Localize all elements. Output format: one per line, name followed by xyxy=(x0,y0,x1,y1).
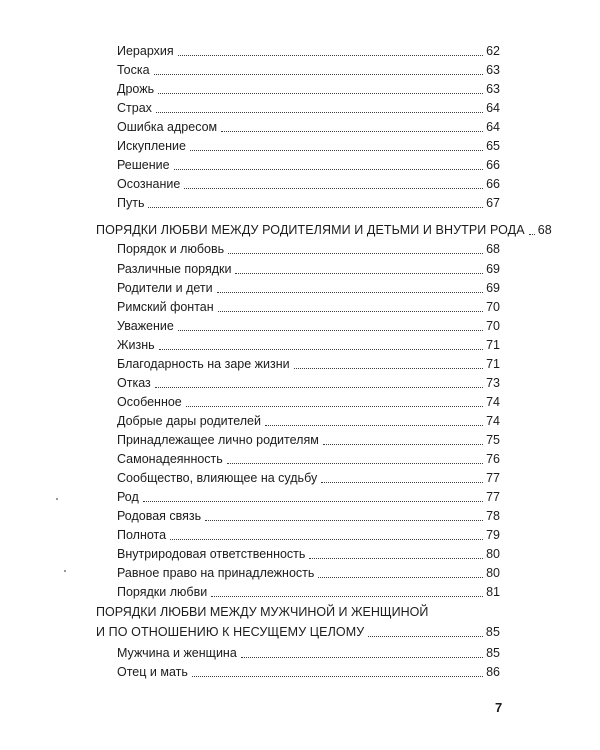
toc-entry xyxy=(117,44,500,59)
dot-leader xyxy=(529,234,535,235)
toc-entry xyxy=(117,338,500,353)
toc-entry-page: 70 xyxy=(486,300,500,314)
dot-leader xyxy=(228,253,483,254)
toc-entry-page: 80 xyxy=(486,566,500,580)
toc-entry-title: Родители и дети xyxy=(117,281,213,295)
dot-leader xyxy=(158,93,483,94)
toc-entry-page: 69 xyxy=(486,262,500,276)
toc-entry xyxy=(117,242,500,257)
toc-entry xyxy=(117,414,500,429)
toc-entry-title: Искупление xyxy=(117,139,186,153)
section-heading xyxy=(96,625,500,640)
dot-leader xyxy=(148,207,483,208)
dot-leader xyxy=(184,188,483,189)
toc-entry-page: 62 xyxy=(486,44,500,58)
toc-entry xyxy=(117,547,500,562)
dot-leader xyxy=(211,596,483,597)
toc-entry xyxy=(117,158,500,173)
toc-entry-title: Принадлежащее лично родителям xyxy=(117,433,319,447)
dot-leader xyxy=(318,577,483,578)
toc-entry-title: Осознание xyxy=(117,177,181,191)
page-number: 7 xyxy=(495,700,503,715)
toc-entry-page: 68 xyxy=(486,242,500,256)
dot-leader xyxy=(178,55,483,56)
toc-entry-page: 85 xyxy=(486,646,500,660)
toc-entry-page: 74 xyxy=(486,414,500,428)
dot-leader xyxy=(159,349,483,350)
toc-entry-title: Тоска xyxy=(117,63,150,77)
toc-entry-title: Порядок и любовь xyxy=(117,242,225,256)
toc-entry xyxy=(117,177,500,192)
toc-entry-title: Путь xyxy=(117,196,145,210)
toc-entry-page: 71 xyxy=(486,357,500,371)
dot-leader xyxy=(217,292,483,293)
dot-leader xyxy=(294,368,483,369)
toc-entry xyxy=(117,585,500,600)
toc-entry xyxy=(117,300,500,315)
toc-entry-page: 64 xyxy=(486,120,500,134)
toc-entry xyxy=(117,395,500,410)
toc-entry xyxy=(117,101,500,116)
dot-leader xyxy=(205,520,483,521)
toc-entry-title: Благодарность на заре жизни xyxy=(117,357,290,371)
toc-entry xyxy=(117,490,500,505)
toc-entry-title: Отказ xyxy=(117,376,151,390)
toc-entry-page: 67 xyxy=(486,196,500,210)
section-heading-page: 85 xyxy=(485,625,500,639)
dot-leader xyxy=(192,676,483,677)
toc-entry-title: Самонадеянность xyxy=(117,452,223,466)
toc-entry-title: Внутриродовая ответственность xyxy=(117,547,306,561)
dot-leader xyxy=(265,425,483,426)
toc-entry-page: 63 xyxy=(486,63,500,77)
toc-entry-page: 75 xyxy=(486,433,500,447)
dot-leader xyxy=(178,330,483,331)
toc-entry xyxy=(117,262,500,277)
toc-entry xyxy=(117,139,500,154)
scan-speck xyxy=(56,498,58,500)
section-heading-title: ПОРЯДКИ ЛЮБВИ МЕЖДУ РОДИТЕЛЯМИ И ДЕТЬМИ И ВНУТРИ РОДА xyxy=(96,223,525,237)
dot-leader xyxy=(156,112,483,113)
toc-entry-title: Мужчина и женщина xyxy=(117,646,237,660)
dot-leader xyxy=(221,131,483,132)
toc-entry xyxy=(117,452,500,467)
toc-entry-title: Жизнь xyxy=(117,338,155,352)
dot-leader xyxy=(368,636,483,637)
toc-entry xyxy=(117,63,500,78)
toc-entry-title: Порядки любви xyxy=(117,585,208,599)
toc-entry-page: 71 xyxy=(486,338,500,352)
toc-entry-page: 66 xyxy=(486,177,500,191)
toc-entry-page: 81 xyxy=(486,585,500,599)
toc-entry xyxy=(117,509,500,524)
dot-leader xyxy=(154,74,484,75)
section-heading-title: И ПО ОТНОШЕНИЮ К НЕСУЩЕМУ ЦЕЛОМУ xyxy=(96,625,365,639)
toc-entry-title: Дрожь xyxy=(117,82,155,96)
dot-leader xyxy=(227,463,483,464)
scan-speck xyxy=(64,570,66,572)
dot-leader xyxy=(218,311,483,312)
toc-entry-page: 66 xyxy=(486,158,500,172)
toc-entry xyxy=(117,319,500,334)
section-heading-line1: ПОРЯДКИ ЛЮБВИ МЕЖДУ МУЖЧИНОЙ И ЖЕНЩИНОЙ xyxy=(96,605,429,619)
toc-entry-title: Особенное xyxy=(117,395,182,409)
toc-entry-page: 79 xyxy=(486,528,500,542)
toc-entry-title: Ошибка адресом xyxy=(117,120,218,134)
toc-entry-page: 77 xyxy=(486,490,500,504)
toc-entry-page: 73 xyxy=(486,376,500,390)
toc-entry xyxy=(117,528,500,543)
toc-entry-title: Добрые дары родителей xyxy=(117,414,261,428)
toc-entry-page: 78 xyxy=(486,509,500,523)
toc-entry xyxy=(117,120,500,135)
toc-entry-page: 80 xyxy=(486,547,500,561)
dot-leader xyxy=(241,657,483,658)
toc-entry-title: Родовая связь xyxy=(117,509,202,523)
toc-entry-title: Род xyxy=(117,490,139,504)
toc-entry-title: Сообщество, влияющее на судьбу xyxy=(117,471,318,485)
dot-leader xyxy=(143,501,483,502)
toc-entry xyxy=(117,82,500,97)
toc-entry-title: Иерархия xyxy=(117,44,174,58)
toc-entry xyxy=(117,357,500,372)
toc-entry xyxy=(117,281,500,296)
toc-entry xyxy=(117,376,500,391)
toc-entry-page: 70 xyxy=(486,319,500,333)
toc-entry-page: 63 xyxy=(486,82,500,96)
toc-entry-title: Римский фонтан xyxy=(117,300,214,314)
dot-leader xyxy=(170,539,483,540)
section-heading-page: 68 xyxy=(537,223,552,237)
dot-leader xyxy=(235,273,483,274)
toc-entry-page: 86 xyxy=(486,665,500,679)
toc-entry-title: Решение xyxy=(117,158,170,172)
dot-leader xyxy=(186,406,483,407)
dot-leader xyxy=(309,558,483,559)
toc-entry xyxy=(117,646,500,661)
toc-entry-title: Равное право на принадлежность xyxy=(117,566,315,580)
toc-entry xyxy=(117,471,500,486)
toc-entry-page: 76 xyxy=(486,452,500,466)
dot-leader xyxy=(323,444,483,445)
toc-entry-title: Различные порядки xyxy=(117,262,232,276)
section-heading xyxy=(96,223,552,238)
toc-entry xyxy=(117,566,500,581)
toc-entry-page: 74 xyxy=(486,395,500,409)
toc-entry xyxy=(117,433,500,448)
toc-entry-title: Полнота xyxy=(117,528,167,542)
dot-leader xyxy=(190,150,483,151)
toc-entry xyxy=(117,665,500,680)
toc-entry-title: Уважение xyxy=(117,319,174,333)
toc-entry xyxy=(117,196,500,211)
dot-leader xyxy=(155,387,483,388)
toc-entry-page: 64 xyxy=(486,101,500,115)
toc-entry-page: 77 xyxy=(486,471,500,485)
toc-entry-page: 65 xyxy=(486,139,500,153)
dot-leader xyxy=(174,169,484,170)
toc-entry-title: Страх xyxy=(117,101,152,115)
toc-entry-page: 69 xyxy=(486,281,500,295)
toc-entry-title: Отец и мать xyxy=(117,665,188,679)
dot-leader xyxy=(321,482,483,483)
